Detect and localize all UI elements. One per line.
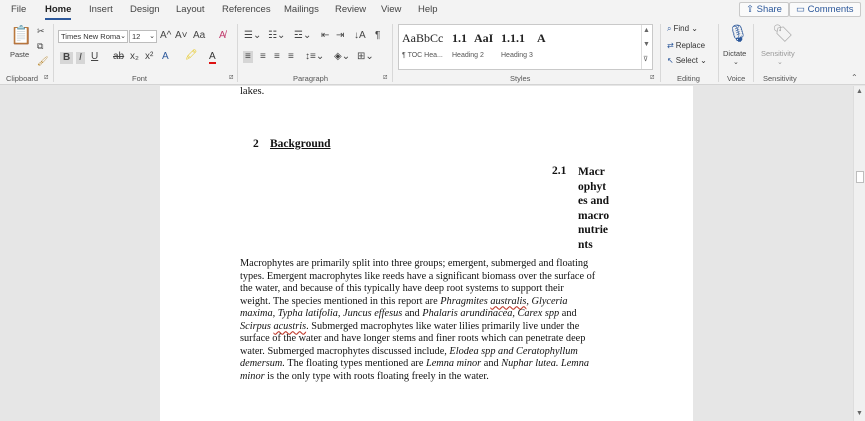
multilevel-list-icon[interactable]: ☲⌄: [294, 30, 312, 41]
spelling-flagged-word: australis: [490, 295, 527, 307]
document-workspace: [0, 86, 865, 421]
paragraph-line: [240, 308, 595, 321]
clear-formatting-icon[interactable]: A̸: [219, 30, 226, 41]
text-run: the water, and because of this typically have deep root systems to support their: [240, 283, 564, 294]
share-icon: ⇪: [746, 4, 757, 15]
sensitivity-group-label: Sensitivity: [763, 74, 797, 83]
find-label: Find: [673, 24, 690, 33]
sensitivity-label-icon[interactable]: 🏷: [772, 24, 794, 43]
scroll-up-icon[interactable]: ▲: [856, 88, 863, 95]
line-spacing-icon[interactable]: ↕≡⌄: [305, 51, 325, 62]
text-run: Lemna minor: [425, 358, 482, 369]
body-paragraph: [240, 258, 595, 383]
replace-icon: ⇄: [667, 41, 674, 50]
heading-2-1: [578, 165, 618, 253]
clipboard-group-label: Clipboard: [6, 74, 39, 83]
heading-2-1-number: 2.1: [552, 165, 567, 177]
heading-fragment: nutrie: [578, 224, 609, 237]
text-run: and: [481, 358, 502, 369]
style-toc-heading[interactable]: [399, 25, 449, 69]
chevron-down-icon[interactable]: ⌄: [733, 59, 739, 66]
increase-indent-icon[interactable]: ⇥: [336, 30, 345, 41]
chevron-down-icon[interactable]: ⌄: [777, 59, 783, 66]
comment-icon: ▭: [796, 4, 808, 15]
shading-icon[interactable]: ◈⌄: [334, 51, 351, 62]
text-run: water. Submerged macrophytes discussed include,: [240, 345, 450, 357]
body-text-line: lakes.: [240, 86, 265, 97]
paragraph-line: [240, 283, 595, 296]
sensitivity-button[interactable]: Sensitivity: [761, 49, 795, 58]
style-preview: A: [537, 31, 546, 45]
highlight-icon[interactable]: 🖍: [185, 50, 198, 61]
text-run: and: [402, 308, 423, 319]
style-item[interactable]: [471, 25, 498, 69]
tab-file[interactable]: File: [11, 4, 27, 15]
tab-home[interactable]: Home: [45, 4, 72, 15]
share-button[interactable]: [739, 2, 789, 17]
tab-review[interactable]: Review: [335, 4, 367, 15]
search-icon: ⌕: [667, 24, 672, 33]
voice-group-label: Voice: [727, 74, 746, 83]
text-run: Elodea spp and Ceratophyllum: [449, 345, 578, 357]
collapse-ribbon-icon[interactable]: ⌃: [851, 73, 858, 82]
heading-fragment: ophyt: [578, 180, 607, 193]
grow-font-button[interactable]: A^: [160, 30, 172, 41]
subscript-button[interactable]: x₂: [130, 51, 139, 62]
ribbon-separator: [53, 24, 54, 82]
tab-mailings[interactable]: Mailings: [284, 4, 319, 15]
share-button-label: Share: [756, 4, 782, 15]
heading-fragment: es and: [578, 195, 609, 208]
editing-group-label: Editing: [677, 74, 700, 83]
text-run: demersum.: [240, 358, 285, 369]
text-run: and: [559, 308, 577, 319]
ribbon-separator: [392, 24, 393, 82]
shrink-font-button[interactable]: A˅: [175, 30, 188, 41]
style-name: ¶ TOC Hea...: [402, 52, 443, 59]
bold-button[interactable]: B: [60, 52, 73, 64]
font-size-value: 12: [132, 32, 141, 41]
tab-insert[interactable]: Insert: [89, 4, 113, 15]
align-left-icon[interactable]: ≡: [245, 51, 251, 62]
align-right-icon[interactable]: ≡: [274, 51, 280, 62]
heading-number: 2: [253, 138, 259, 150]
chevron-down-icon[interactable]: ▼: [643, 41, 650, 48]
copy-icon[interactable]: ⧉: [37, 41, 44, 51]
tab-help[interactable]: Help: [418, 4, 438, 15]
spelling-flagged-word: acustris: [273, 320, 307, 332]
ribbon-separator: [660, 24, 661, 82]
tab-references[interactable]: References: [222, 4, 271, 15]
justify-icon[interactable]: ≡: [288, 51, 294, 62]
replace-label: Replace: [675, 41, 706, 50]
decrease-indent-icon[interactable]: ⇤: [321, 30, 330, 41]
numbering-icon[interactable]: ☷⌄: [268, 30, 286, 41]
chevron-up-icon[interactable]: ▲: [643, 27, 650, 34]
style-preview: AaBbCc: [402, 31, 444, 45]
superscript-button[interactable]: x²: [145, 51, 154, 62]
select-button[interactable]: ↖ Select ⌄: [667, 56, 707, 65]
microphone-icon[interactable]: 🎙: [727, 24, 749, 43]
change-case-button[interactable]: Aa: [193, 30, 206, 41]
font-name-dropdown[interactable]: [58, 30, 128, 43]
paragraph-launcher-icon[interactable]: ⧄: [383, 74, 388, 81]
bullets-icon[interactable]: ☰⌄: [244, 30, 262, 41]
chevron-down-icon: ⌄: [149, 33, 155, 40]
text-run: surface of the water and have longer stems and finer roots which can penetrate deep: [240, 333, 586, 344]
ribbon-separator: [237, 24, 238, 82]
replace-button[interactable]: [667, 41, 705, 50]
comments-button[interactable]: [789, 2, 861, 17]
font-launcher-icon[interactable]: ⧄: [229, 74, 234, 81]
select-label: Select: [675, 56, 698, 65]
cut-icon[interactable]: ✂: [37, 26, 45, 36]
font-size-dropdown[interactable]: [129, 30, 157, 43]
find-button[interactable]: ⌕ Find ⌄: [667, 24, 698, 33]
strikethrough-button[interactable]: ab: [113, 51, 125, 62]
text-run: Phragmites: [440, 295, 491, 307]
paragraph-line: [240, 321, 595, 334]
heading-fragment: macro: [578, 209, 610, 222]
styles-group-label: Styles: [510, 74, 531, 83]
heading-fragment: Macr: [578, 166, 605, 178]
tab-layout[interactable]: Layout: [176, 4, 205, 15]
vertical-scrollbar[interactable]: [853, 86, 865, 421]
styles-launcher-icon[interactable]: ⧄: [650, 74, 655, 81]
text-run: The floating types mentioned are: [284, 358, 426, 369]
style-preview: AaI: [474, 31, 494, 45]
text-run: Macrophytes are primarily split into three groups; emergent, submerged and floating: [240, 258, 589, 269]
heading-2: [253, 138, 331, 150]
ribbon-tab-bar: [0, 0, 865, 21]
styles-scroll: [641, 25, 652, 69]
text-effects-button[interactable]: A: [162, 51, 169, 62]
format-painter-icon[interactable]: 🖌: [37, 56, 49, 66]
scrollbar-thumb[interactable]: [856, 171, 864, 183]
style-preview: 1.1.1: [501, 31, 525, 45]
align-center-icon[interactable]: ≡: [260, 51, 266, 62]
paragraph-line: [240, 371, 595, 384]
italic-button[interactable]: I: [76, 52, 85, 64]
heading-fragment: nts: [578, 238, 593, 251]
text-run: types. Emergent macrophytes like reeds have a significant biomass over the surface of: [240, 270, 596, 282]
clipboard-launcher-icon[interactable]: ⧄: [44, 74, 49, 81]
text-run: maxima, Typha latifolia, Juncus effesus: [240, 308, 403, 319]
text-run: Scirpus: [240, 320, 274, 332]
text-run: minor: [240, 370, 265, 382]
style-name: Heading 3: [501, 52, 533, 59]
text-run: Phalaris arundinacea, Carex spp: [422, 308, 560, 319]
scroll-down-icon[interactable]: ▼: [856, 410, 863, 417]
text-run: Nuphar lutea. Lemna: [501, 358, 590, 369]
chevron-down-icon: ⌄: [120, 33, 126, 40]
style-heading-3[interactable]: [498, 25, 534, 69]
text-run: , Glyceria: [526, 295, 568, 307]
style-preview: 1.1: [452, 31, 467, 45]
ribbon: [0, 21, 865, 85]
cursor-icon: ↖: [667, 56, 674, 65]
paragraph-line: [240, 346, 595, 359]
styles-gallery: [398, 24, 653, 70]
dictate-button[interactable]: Dictate: [723, 49, 747, 58]
underline-button[interactable]: U: [91, 51, 99, 62]
paragraph-group-label: Paragraph: [293, 74, 329, 83]
style-name: Heading 2: [452, 52, 484, 59]
more-styles-icon[interactable]: ⊽: [643, 56, 649, 63]
document-page[interactable]: [160, 86, 693, 421]
font-color-button[interactable]: A: [209, 51, 216, 62]
clipboard-icon[interactable]: 📋: [10, 25, 33, 45]
show-formatting-icon[interactable]: ¶: [375, 30, 381, 41]
font-group-label: Font: [132, 74, 148, 83]
font-name-value: Times New Roma: [61, 32, 121, 41]
style-item[interactable]: [534, 25, 564, 69]
borders-icon[interactable]: ⊞⌄: [357, 51, 374, 62]
ribbon-separator: [753, 24, 754, 82]
paragraph-line: [240, 296, 595, 309]
paragraph-line: [240, 271, 595, 284]
paragraph-line: [240, 358, 595, 371]
tab-design[interactable]: Design: [130, 4, 160, 15]
paste-button[interactable]: Paste: [10, 50, 30, 59]
heading-title: Background: [270, 138, 331, 150]
tab-view[interactable]: View: [381, 4, 402, 15]
sort-icon[interactable]: ↓A: [354, 30, 366, 41]
text-run: is the only type with roots floating freely in the water.: [264, 370, 489, 382]
text-run: weight. The species mentioned in this report are: [240, 295, 441, 307]
comments-button-label: Comments: [807, 4, 854, 15]
text-run: . Submerged macrophytes like water lilies primarily live under the: [306, 320, 580, 332]
paragraph-line: [240, 258, 595, 271]
paragraph-line: [240, 333, 595, 346]
ribbon-separator: [718, 24, 719, 82]
